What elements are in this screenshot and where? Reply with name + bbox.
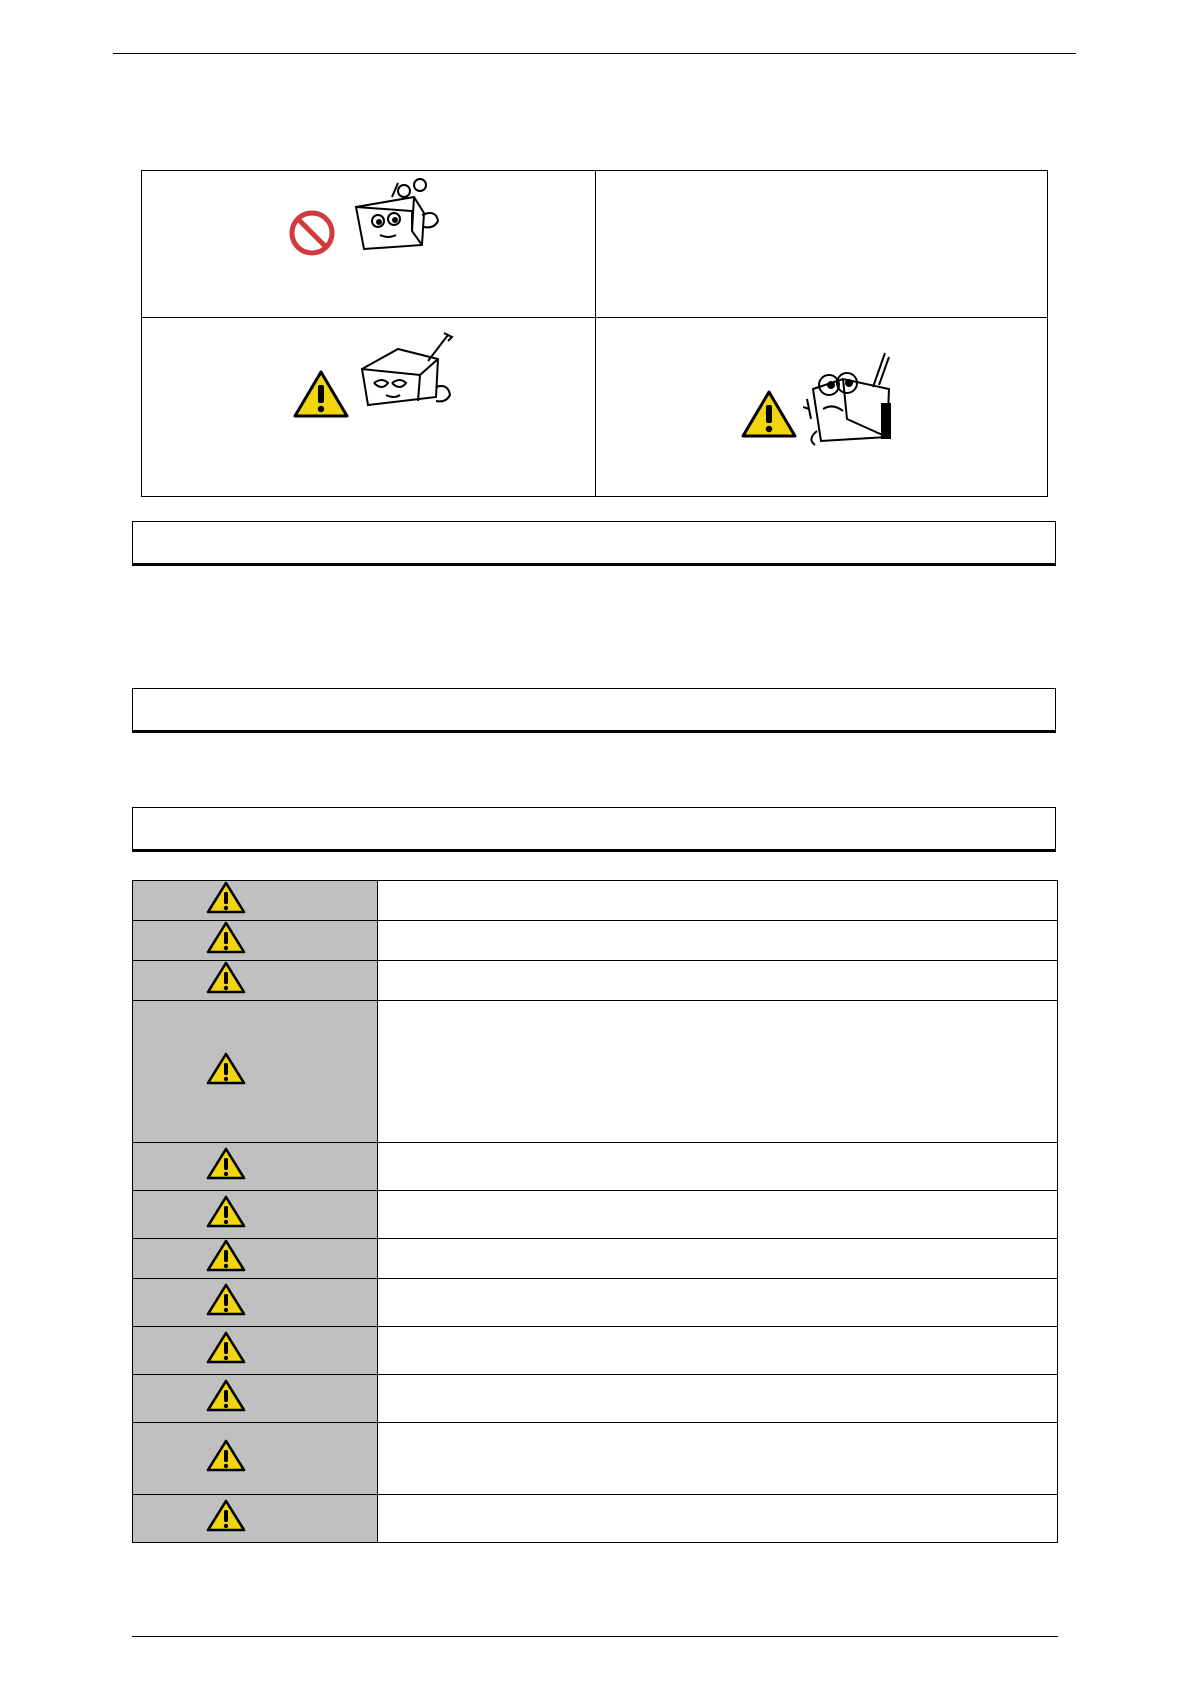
warning-text-cell: [378, 1279, 1058, 1327]
warning-text-cell: [378, 1143, 1058, 1191]
warning-icon-cell: [133, 1143, 378, 1191]
warning-icon-cell: [133, 881, 378, 921]
warning-icon-cell: [133, 1375, 378, 1423]
warning-text-cell: [378, 1375, 1058, 1423]
warning-icon-cell: [133, 1495, 378, 1543]
warning-triangle-icon: [206, 1331, 246, 1365]
cartoon-box-screwdriver-icon: [358, 331, 458, 415]
header-rule: [113, 53, 1076, 54]
prohibit-cell: [142, 171, 595, 317]
warning-triangle-icon: [206, 881, 246, 915]
warning-triangle-icon: [292, 369, 350, 419]
warning-text-cell: [378, 1423, 1058, 1495]
warning-triangle-icon: [206, 961, 246, 995]
warning-triangle-icon: [206, 921, 246, 955]
warning-triangle-icon: [206, 1499, 246, 1533]
warning-triangle-icon: [206, 1052, 246, 1086]
caution-right-cell: [595, 317, 1048, 498]
warning-triangle-icon: [206, 1439, 246, 1473]
warning-text-cell: [378, 1495, 1058, 1543]
warning-triangle-icon: [206, 1195, 246, 1229]
warning-text-cell: [378, 1239, 1058, 1279]
warning-row: [133, 1001, 1058, 1143]
caution-left-cell: [142, 317, 595, 498]
heading-box-2: [132, 688, 1056, 733]
warning-text-cell: [378, 881, 1058, 921]
warning-icon-cell: [133, 1001, 378, 1143]
warning-row: [133, 1423, 1058, 1495]
warning-icon-cell: [133, 1327, 378, 1375]
warning-icon-cell: [133, 1239, 378, 1279]
prohibition-icon: [288, 209, 336, 257]
warning-table: [132, 880, 1058, 1543]
warning-triangle-icon: [206, 1379, 246, 1413]
warning-row: [133, 1495, 1058, 1543]
warning-row: [133, 1143, 1058, 1191]
illustration-table: [141, 170, 1048, 497]
heading-box-3: [132, 807, 1056, 852]
warning-icon-cell: [133, 1191, 378, 1239]
warning-row: [133, 1191, 1058, 1239]
cartoon-box-screws-icon: [352, 175, 452, 253]
warning-row: [133, 1327, 1058, 1375]
warning-triangle-icon: [740, 389, 798, 439]
cartoon-box-thermometer-icon: [803, 349, 903, 449]
warning-icon-cell: [133, 1279, 378, 1327]
warning-text-cell: [378, 1327, 1058, 1375]
warning-row: [133, 961, 1058, 1001]
warning-text-cell: [378, 961, 1058, 1001]
warning-icon-cell: [133, 961, 378, 1001]
warning-text-cell: [378, 1001, 1058, 1143]
warning-text-cell: [378, 1191, 1058, 1239]
warning-row: [133, 1279, 1058, 1327]
warning-row: [133, 881, 1058, 921]
warning-icon-cell: [133, 921, 378, 961]
warning-triangle-icon: [206, 1239, 246, 1273]
warning-triangle-icon: [206, 1147, 246, 1181]
warning-row: [133, 1375, 1058, 1423]
warning-icon-cell: [133, 1423, 378, 1495]
footer-rule: [132, 1636, 1058, 1637]
warning-row: [133, 1239, 1058, 1279]
warning-row: [133, 921, 1058, 961]
warning-text-cell: [378, 921, 1058, 961]
heading-box-1: [132, 521, 1056, 566]
top-right-cell: [595, 171, 1048, 317]
warning-triangle-icon: [206, 1283, 246, 1317]
